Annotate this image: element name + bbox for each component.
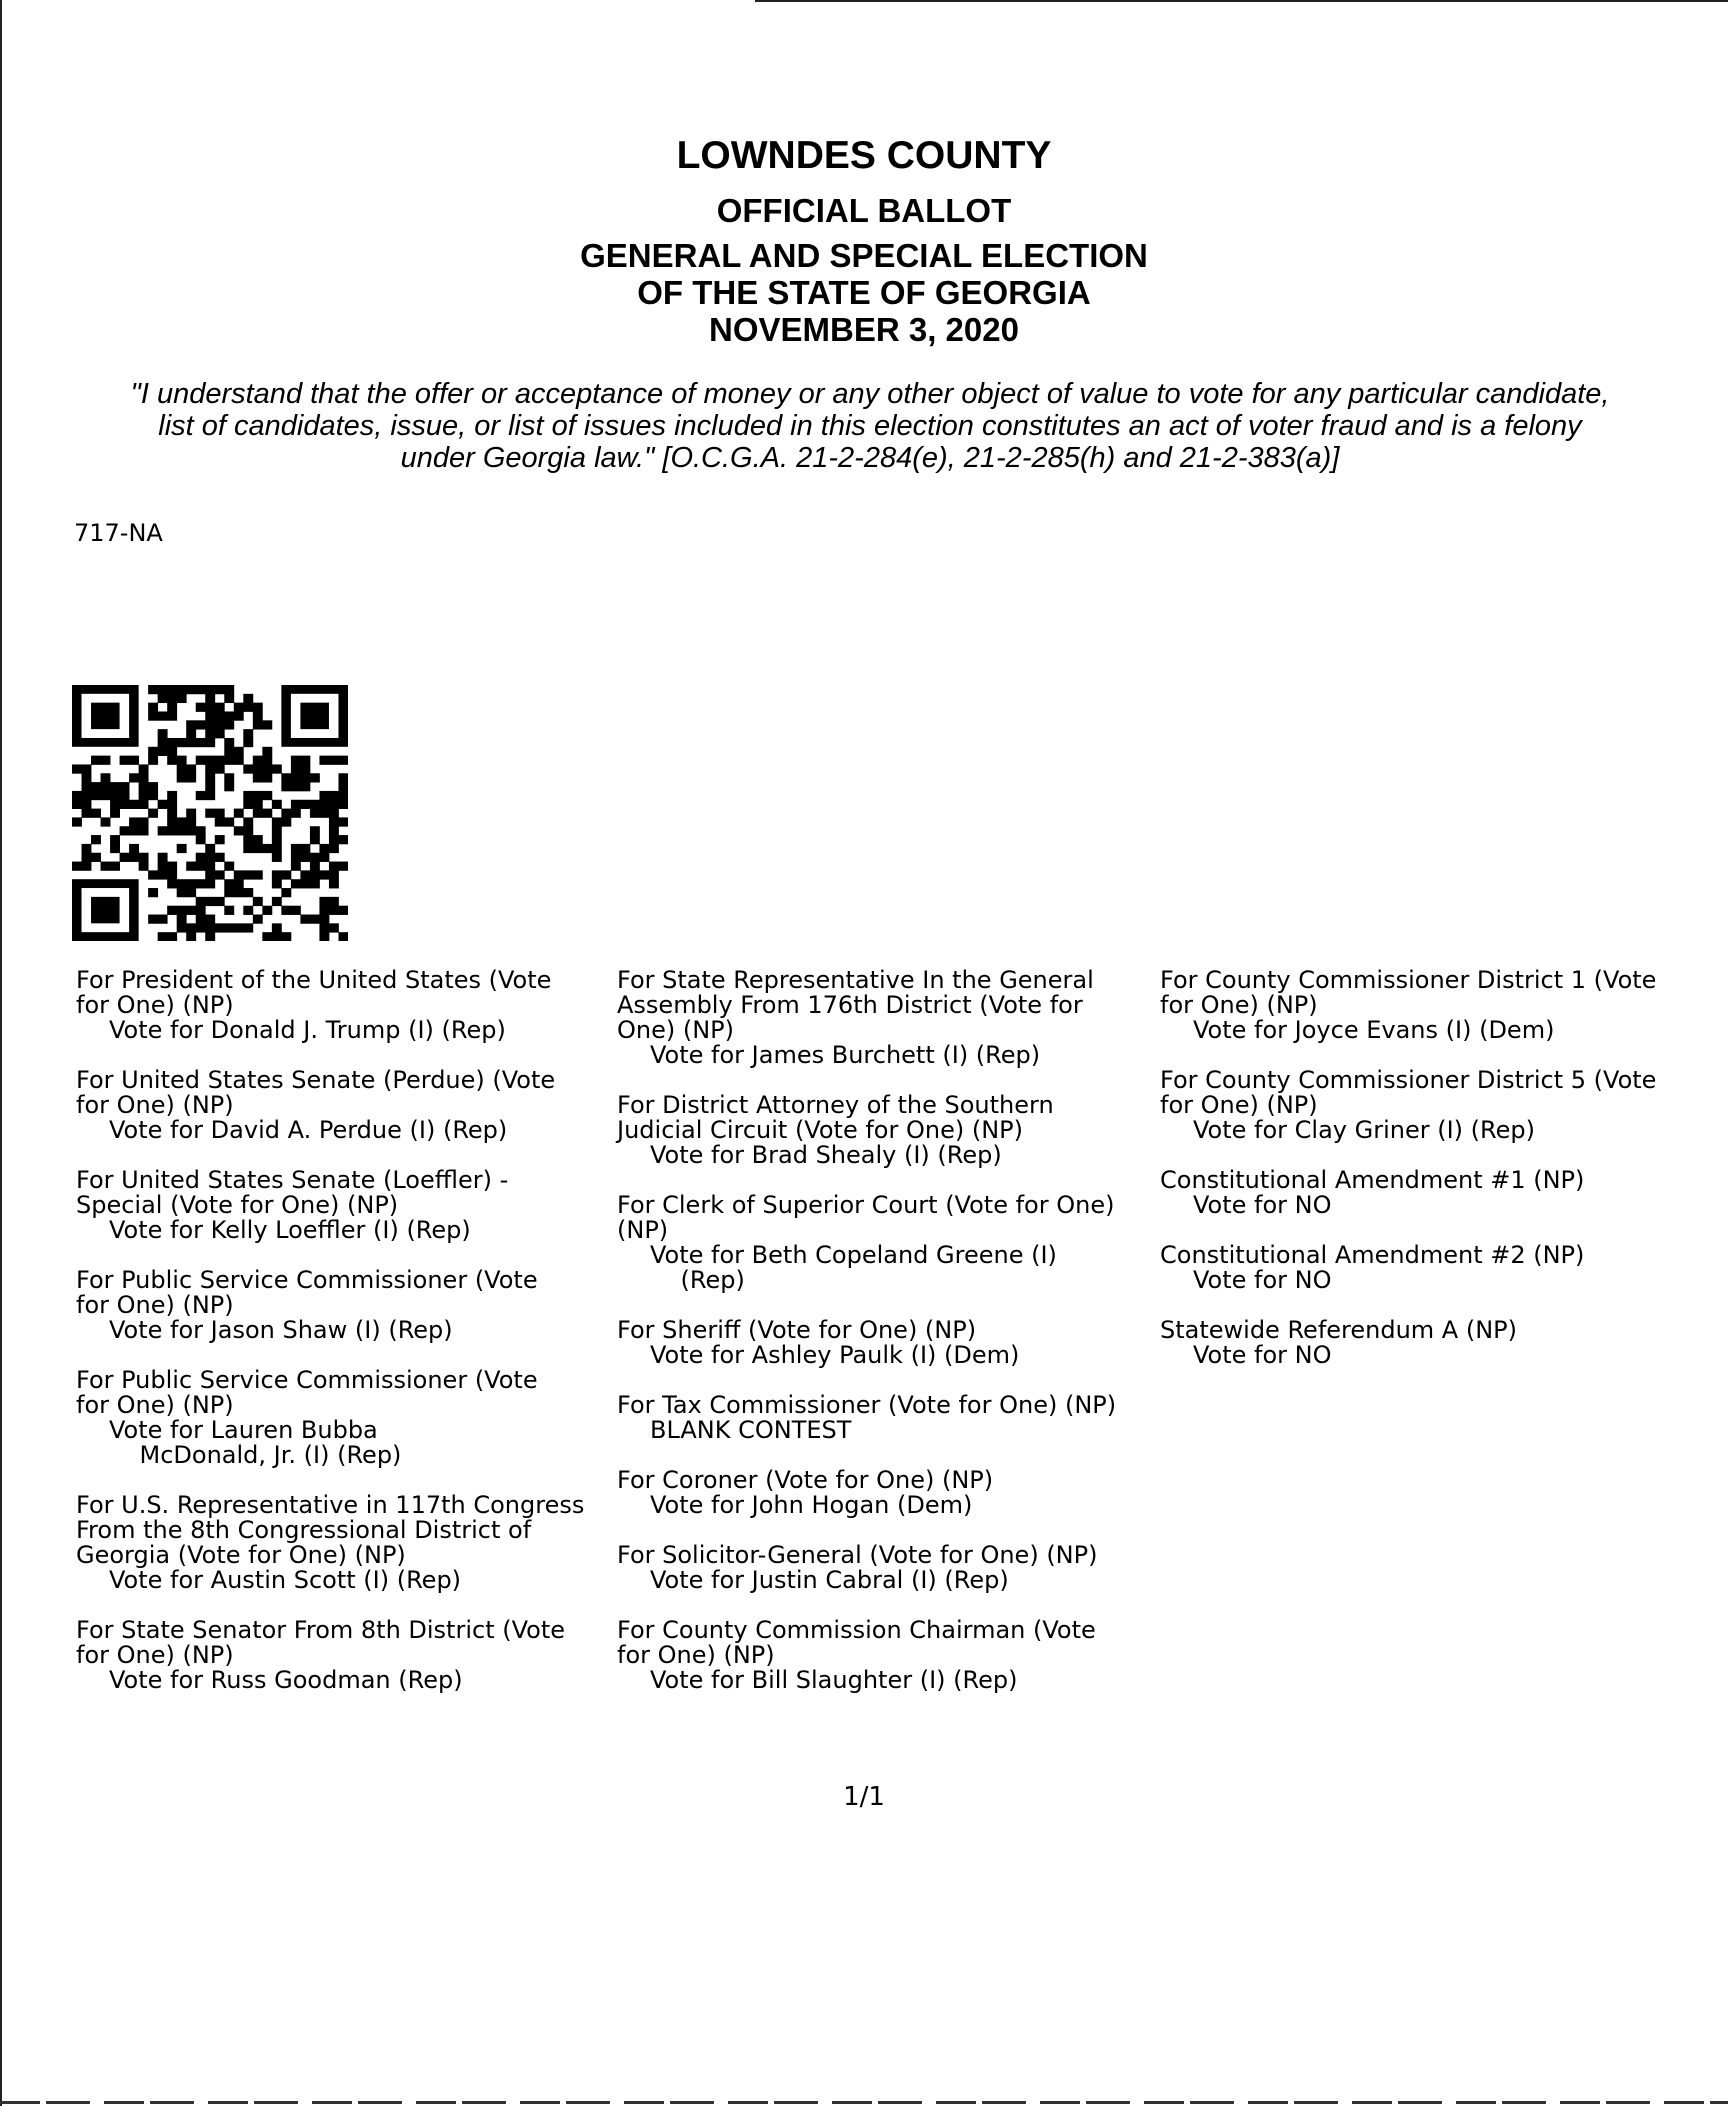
- contest-column-3: [1160, 968, 1680, 1393]
- contest-title-line: For Clerk of Superior Court (Vote for One): [617, 1191, 1115, 1219]
- contest-title-line: (NP): [617, 1216, 669, 1244]
- contest: [617, 1193, 1162, 1293]
- ballot-style-code: 717-NA: [74, 519, 163, 547]
- contest-selection: Vote for Beth Copeland Greene (I): [650, 1241, 1057, 1269]
- contest-selection: BLANK CONTEST: [650, 1416, 852, 1444]
- contest-title-line: Constitutional Amendment #2 (NP): [1160, 1241, 1585, 1269]
- contest-title-line: Assembly From 176th District (Vote for: [617, 991, 1083, 1019]
- contest-selection: Vote for NO: [1193, 1191, 1332, 1219]
- contest-selection: McDonald, Jr. (I) (Rep): [109, 1441, 402, 1469]
- contest-title-line: Georgia (Vote for One) (NP): [76, 1541, 406, 1569]
- contest-title-line: for One) (NP): [76, 1091, 234, 1119]
- contest-title-line: For State Representative In the General: [617, 966, 1094, 994]
- contest-selection: Vote for Brad Shealy (I) (Rep): [650, 1141, 1002, 1169]
- contest: [1160, 1243, 1680, 1293]
- contest-title-line: for One) (NP): [617, 1641, 775, 1669]
- contest-selection: Vote for Donald J. Trump (I) (Rep): [109, 1016, 506, 1044]
- contest-title-line: For County Commissioner District 1 (Vote: [1160, 966, 1657, 994]
- scan-edge-bottom: [0, 2101, 1728, 2104]
- contest: [1160, 1318, 1680, 1368]
- contest-selection: Vote for Clay Griner (I) (Rep): [1193, 1116, 1535, 1144]
- contest-selection: Vote for Justin Cabral (I) (Rep): [650, 1566, 1009, 1594]
- contest-selection: Vote for Jason Shaw (I) (Rep): [109, 1316, 453, 1344]
- contest: [617, 1618, 1162, 1693]
- contest-title-line: For United States Senate (Loeffler) -: [76, 1166, 509, 1194]
- county-title: LOWNDES COUNTY: [676, 134, 1052, 177]
- contest-title-line: One) (NP): [617, 1016, 735, 1044]
- statement-line-3: under Georgia law." [O.C.G.A. 21-2-284(e), 21-2-285(h) and 21-2-383(a)]: [400, 442, 1340, 474]
- contest-title-line: For Sheriff (Vote for One) (NP): [617, 1316, 977, 1344]
- election-date: NOVEMBER 3, 2020: [709, 311, 1019, 348]
- contest-title-line: For Public Service Commissioner (Vote: [76, 1266, 538, 1294]
- contest: [76, 968, 606, 1043]
- contest-title-line: For County Commissioner District 5 (Vote: [1160, 1066, 1657, 1094]
- contest-title-line: Judicial Circuit (Vote for One) (NP): [617, 1116, 1023, 1144]
- contest-selection: Vote for Russ Goodman (Rep): [109, 1666, 463, 1694]
- contest-column-1: [76, 968, 606, 1718]
- contest-title-line: For District Attorney of the Southern: [617, 1091, 1054, 1119]
- contest-selection: Vote for Lauren Bubba: [109, 1416, 378, 1444]
- contest-selection: Vote for NO: [1193, 1266, 1332, 1294]
- contest-title-line: For Tax Commissioner (Vote for One) (NP): [617, 1391, 1117, 1419]
- contest-title-line: For State Senator From 8th District (Vote: [76, 1616, 566, 1644]
- contest: [76, 1168, 606, 1243]
- contest: [617, 968, 1162, 1068]
- contest: [617, 1318, 1162, 1368]
- contest-title-line: Statewide Referendum A (NP): [1160, 1316, 1517, 1344]
- ballot-header: [0, 128, 1728, 347]
- contest-title-line: for One) (NP): [76, 991, 234, 1019]
- contest-selection: Vote for Ashley Paulk (I) (Dem): [650, 1341, 1020, 1369]
- contest-title-line: for One) (NP): [1160, 1091, 1318, 1119]
- contest: [1160, 968, 1680, 1043]
- contest-title-line: For United States Senate (Perdue) (Vote: [76, 1066, 556, 1094]
- contest-selection: Vote for Kelly Loeffler (I) (Rep): [109, 1216, 471, 1244]
- contest-selection: Vote for David A. Perdue (I) (Rep): [109, 1116, 508, 1144]
- contest-selection: Vote for Joyce Evans (I) (Dem): [1193, 1016, 1555, 1044]
- statement-line-1: "I understand that the offer or acceptance of money or any other object of value to vote for any particular candidate,: [130, 378, 1610, 410]
- contest: [617, 1093, 1162, 1168]
- contest: [76, 1368, 606, 1468]
- ballot-title: OFFICIAL BALLOT: [716, 192, 1012, 229]
- contest: [617, 1468, 1162, 1518]
- contest-column-2: [617, 968, 1162, 1718]
- contest: [617, 1543, 1162, 1593]
- contest-title-line: Special (Vote for One) (NP): [76, 1191, 399, 1219]
- contest-title-line: For President of the United States (Vote: [76, 966, 552, 994]
- qr-code-icon: [72, 685, 348, 941]
- contest-title-line: For Solicitor-General (Vote for One) (NP): [617, 1541, 1098, 1569]
- contest-selection: (Rep): [650, 1266, 745, 1294]
- contest-selection: Vote for James Burchett (I) (Rep): [650, 1041, 1041, 1069]
- contest-selection: Vote for John Hogan (Dem): [650, 1491, 973, 1519]
- contest: [76, 1618, 606, 1693]
- scan-edge-top: [755, 0, 1728, 2]
- contest-title-line: for One) (NP): [76, 1641, 234, 1669]
- contest-selection: Vote for Bill Slaughter (I) (Rep): [650, 1666, 1018, 1694]
- page-number: 1/1: [843, 1782, 885, 1812]
- voter-fraud-statement: [70, 378, 1670, 474]
- contest-title-line: For Public Service Commissioner (Vote: [76, 1366, 538, 1394]
- contest-title-line: For Coroner (Vote for One) (NP): [617, 1466, 994, 1494]
- contest: [617, 1393, 1162, 1443]
- contest: [76, 1268, 606, 1343]
- contest-selection: Vote for NO: [1193, 1341, 1332, 1369]
- contest-title-line: for One) (NP): [76, 1291, 234, 1319]
- contest: [1160, 1168, 1680, 1218]
- contest: [1160, 1068, 1680, 1143]
- election-title-line-2: OF THE STATE OF GEORGIA: [637, 274, 1091, 311]
- contest-title-line: For U.S. Representative in 117th Congress: [76, 1491, 585, 1519]
- contest-title-line: for One) (NP): [1160, 991, 1318, 1019]
- contest-title-line: for One) (NP): [76, 1391, 234, 1419]
- contest-selection: Vote for Austin Scott (I) (Rep): [109, 1566, 462, 1594]
- statement-line-2: list of candidates, issue, or list of issues included in this election constitutes an act of voter fraud and is a felony: [158, 410, 1582, 442]
- election-title-line-1: GENERAL AND SPECIAL ELECTION: [580, 237, 1148, 274]
- contest: [76, 1493, 606, 1593]
- contest: [76, 1068, 606, 1143]
- contest-title-line: Constitutional Amendment #1 (NP): [1160, 1166, 1585, 1194]
- contest-title-line: From the 8th Congressional District of: [76, 1516, 532, 1544]
- contest-title-line: For County Commission Chairman (Vote: [617, 1616, 1096, 1644]
